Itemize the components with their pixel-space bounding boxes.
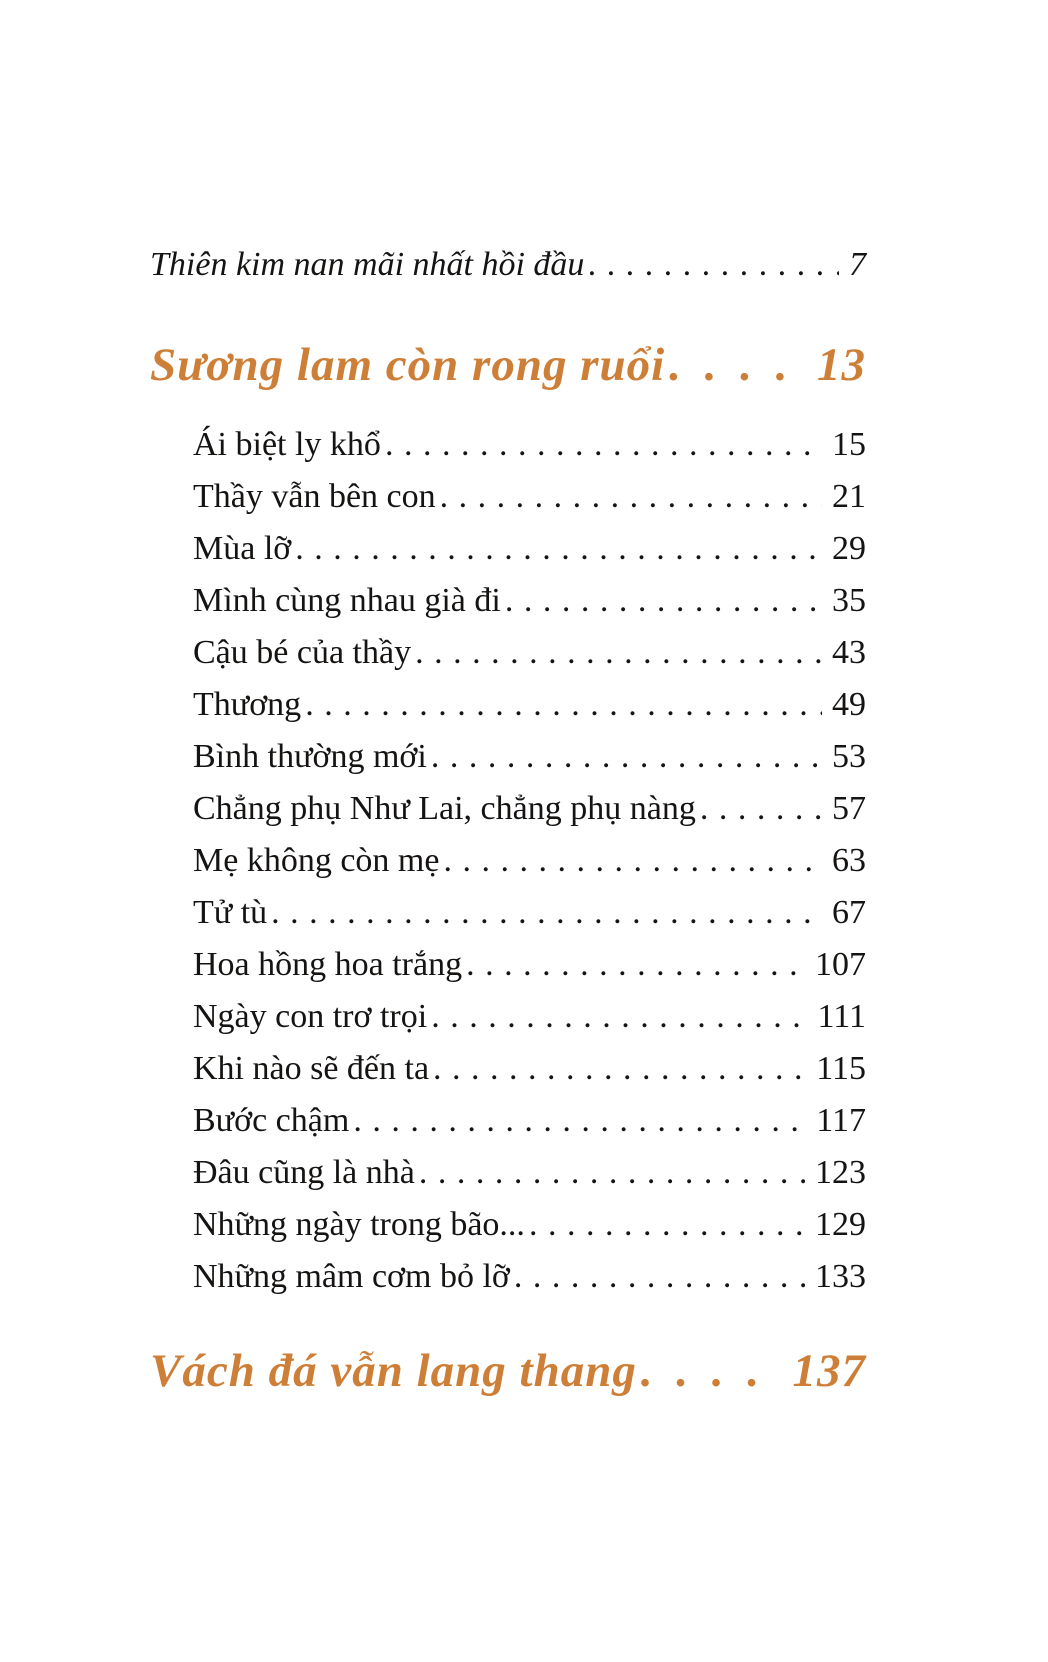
entry-title: Cậu bé của thầy [193,634,412,671]
entry-page-number: 123 [815,1154,866,1191]
dot-leader [305,686,822,724]
entry-page-number: 43 [832,634,866,671]
dot-leader [385,426,822,464]
entry-page-number: 63 [832,842,866,879]
toc-entry [150,738,866,790]
section-heading-title: Sương lam còn rong ruổi [150,339,666,391]
toc-entry [150,894,866,946]
entry-title: Mẹ không còn mẹ [193,842,440,879]
dot-leader [419,1154,805,1192]
dot-leader [433,1050,806,1088]
toc-entry [150,1154,866,1206]
toc-intro-entry [150,246,866,292]
dot-leader [505,582,822,620]
dot-leader [466,946,805,984]
dot-leader [700,790,822,828]
entry-title: Đâu cũng là nhà [193,1154,415,1191]
dot-leader [271,894,822,932]
toc-entry [150,842,866,894]
entry-page-number: 53 [832,738,866,775]
section-heading-page-number: 137 [792,1345,866,1397]
entry-page-number: 67 [832,894,866,931]
dot-leader [529,1206,805,1244]
entry-page-number: 57 [832,790,866,827]
dot-leader [641,1344,783,1398]
toc-entry [150,790,866,842]
dot-leader [669,338,807,392]
section-heading-title: Vách đá vẫn lang thang [150,1345,637,1397]
toc-entry [150,998,866,1050]
dot-leader [431,998,807,1036]
entry-page-number: 29 [832,530,866,567]
entry-page-number: 21 [832,478,866,515]
toc-entry [150,946,866,998]
entry-title: Mùa lỡ [193,530,292,567]
entry-title: Những mâm cơm bỏ lỡ [193,1258,510,1295]
entry-title: Thiên kim nan mãi nhất hồi đầu [150,246,585,283]
entry-page-number: 129 [815,1206,866,1243]
entry-page-number: 35 [832,582,866,619]
entry-title: Ngày con trơ trọi [193,998,428,1035]
toc-entry [150,1206,866,1258]
toc-entry [150,1258,866,1310]
toc-entry [150,634,866,686]
entry-title: Những ngày trong bão... [193,1206,525,1243]
entry-page-number: 133 [815,1258,866,1295]
section-heading [150,1344,866,1416]
dot-leader [440,478,822,516]
entry-title: Tử tù [193,894,268,931]
section-heading-page-number: 13 [817,339,866,391]
dot-leader [443,842,822,880]
dot-leader [353,1102,806,1140]
chapter-entry-list [150,426,866,1310]
entry-title: Mình cùng nhau già đi [193,582,501,619]
toc-entry [150,478,866,530]
entry-title: Chẳng phụ Như Lai, chẳng phụ nàng [193,790,696,827]
entry-title: Bước chậm [193,1102,350,1139]
entry-page-number: 49 [832,686,866,723]
entry-title: Hoa hồng hoa trắng [193,946,463,983]
entry-page-number: 111 [817,998,866,1035]
entry-title: Thầy vẫn bên con [193,478,436,515]
dot-leader [514,1258,805,1296]
entry-title: Thương [193,686,302,723]
entry-page-number: 7 [849,246,866,283]
entry-page-number: 117 [816,1102,866,1139]
toc-entry [150,530,866,582]
entry-page-number: 107 [815,946,866,983]
entry-page-number: 15 [832,426,866,463]
toc-entry [150,426,866,478]
entry-page-number: 115 [816,1050,866,1087]
section-heading [150,338,866,410]
entry-title: Khi nào sẽ đến ta [193,1050,430,1087]
dot-leader [295,530,822,568]
toc-entry [150,582,866,634]
toc-entry [150,1050,866,1102]
dot-leader [431,738,822,776]
entry-title: Bình thường mới [193,738,427,775]
table-of-contents [150,246,866,1416]
toc-entry [150,1102,866,1154]
toc-entry [150,686,866,738]
dot-leader [588,246,839,284]
dot-leader [415,634,822,672]
entry-title: Ái biệt ly khổ [193,426,381,463]
